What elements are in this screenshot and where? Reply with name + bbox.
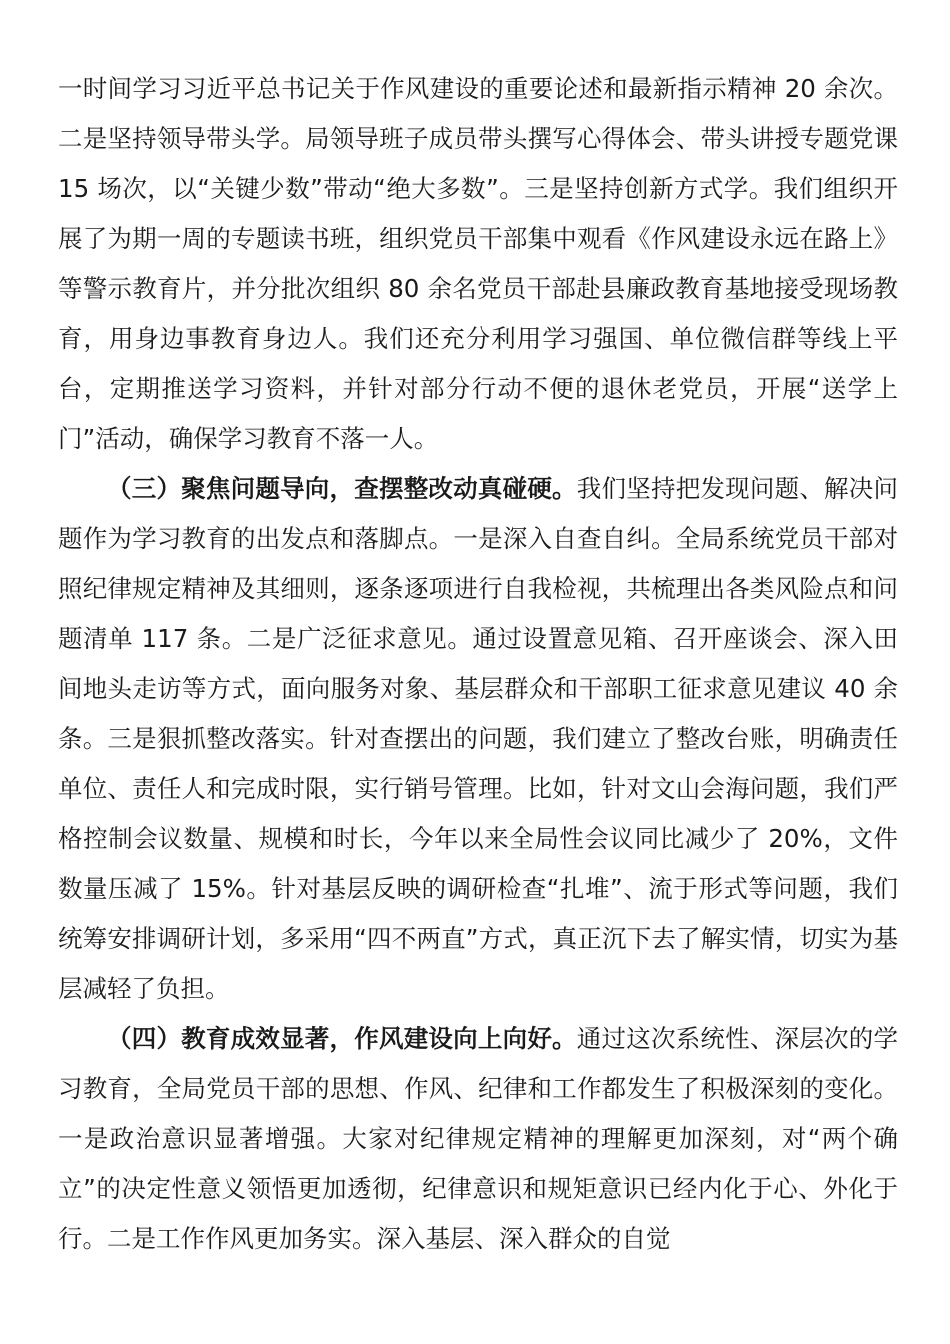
paragraph-2-body: 我们坚持把发现问题、解决问题作为学习教育的出发点和落脚点。一是深入自查自纠。全局系统党员干部对照纪律规定精神及其细则，逐条逐项进行自我检视，共梳理出各类风险点和问题清单 117 条。二是广泛征求意见。通过设置意见箱、召开座谈会、深入田间地头走访等方式，面向服务对象、基层群众和干部职工征求意见建议 40 余条。三是狠抓整改落实。针对查摆出的问题，我们建立了整改台账，明确责任单位、责任人和完成时限，实行销号管理。比如，针对文山会海问题，我们严格控制会议数量、规模和时长，今年以来全局性会议同比减少了 20%，文件数量压减了 15%。针对基层反映的调研检查“扎堆”、流于形式等问题，我们统筹安排调研计划，多采用“四不两直”方式，真正沉下去了解实情，切实为基层减轻了负担。	[58, 474, 899, 1003]
paragraph-3	[58, 1014, 898, 1264]
paragraph-2-heading: （三）聚焦问题导向，查摆整改动真碰硬。	[107, 474, 577, 503]
paragraph-1	[58, 64, 898, 464]
document-page	[58, 64, 898, 1264]
paragraph-2	[58, 464, 898, 1014]
paragraph-3-body: 通过这次系统性、深层次的学习教育，全局党员干部的思想、作风、纪律和工作都发生了积极深刻的变化。一是政治意识显著增强。大家对纪律规定精神的理解更加深刻，对“两个确立”的决定性意义领悟更加透彻，纪律意识和规矩意识已经内化于心、外化于行。二是工作作风更加务实。深入基层、深入群众的自觉	[58, 1024, 899, 1253]
paragraph-3-heading: （四）教育成效显著，作风建设向上向好。	[107, 1024, 577, 1053]
paragraph-1-body: 一时间学习习近平总书记关于作风建设的重要论述和最新指示精神 20 余次。二是坚持领导带头学。局领导班子成员带头撰写心得体会、带头讲授专题党课 15 场次，以“关键少数”带动“绝大多数”。三是坚持创新方式学。我们组织开展了为期一周的专题读书班，组织党员干部集中观看《作风建设永远在路上》等警示教育片，并分批次组织 80 余名党员干部赴县廉政教育基地接受现场教育，用身边事教育身边人。我们还充分利用学习强国、单位微信群等线上平台，定期推送学习资料，并针对部分行动不便的退休老党员，开展“送学上门”活动，确保学习教育不落一人。	[58, 74, 898, 453]
